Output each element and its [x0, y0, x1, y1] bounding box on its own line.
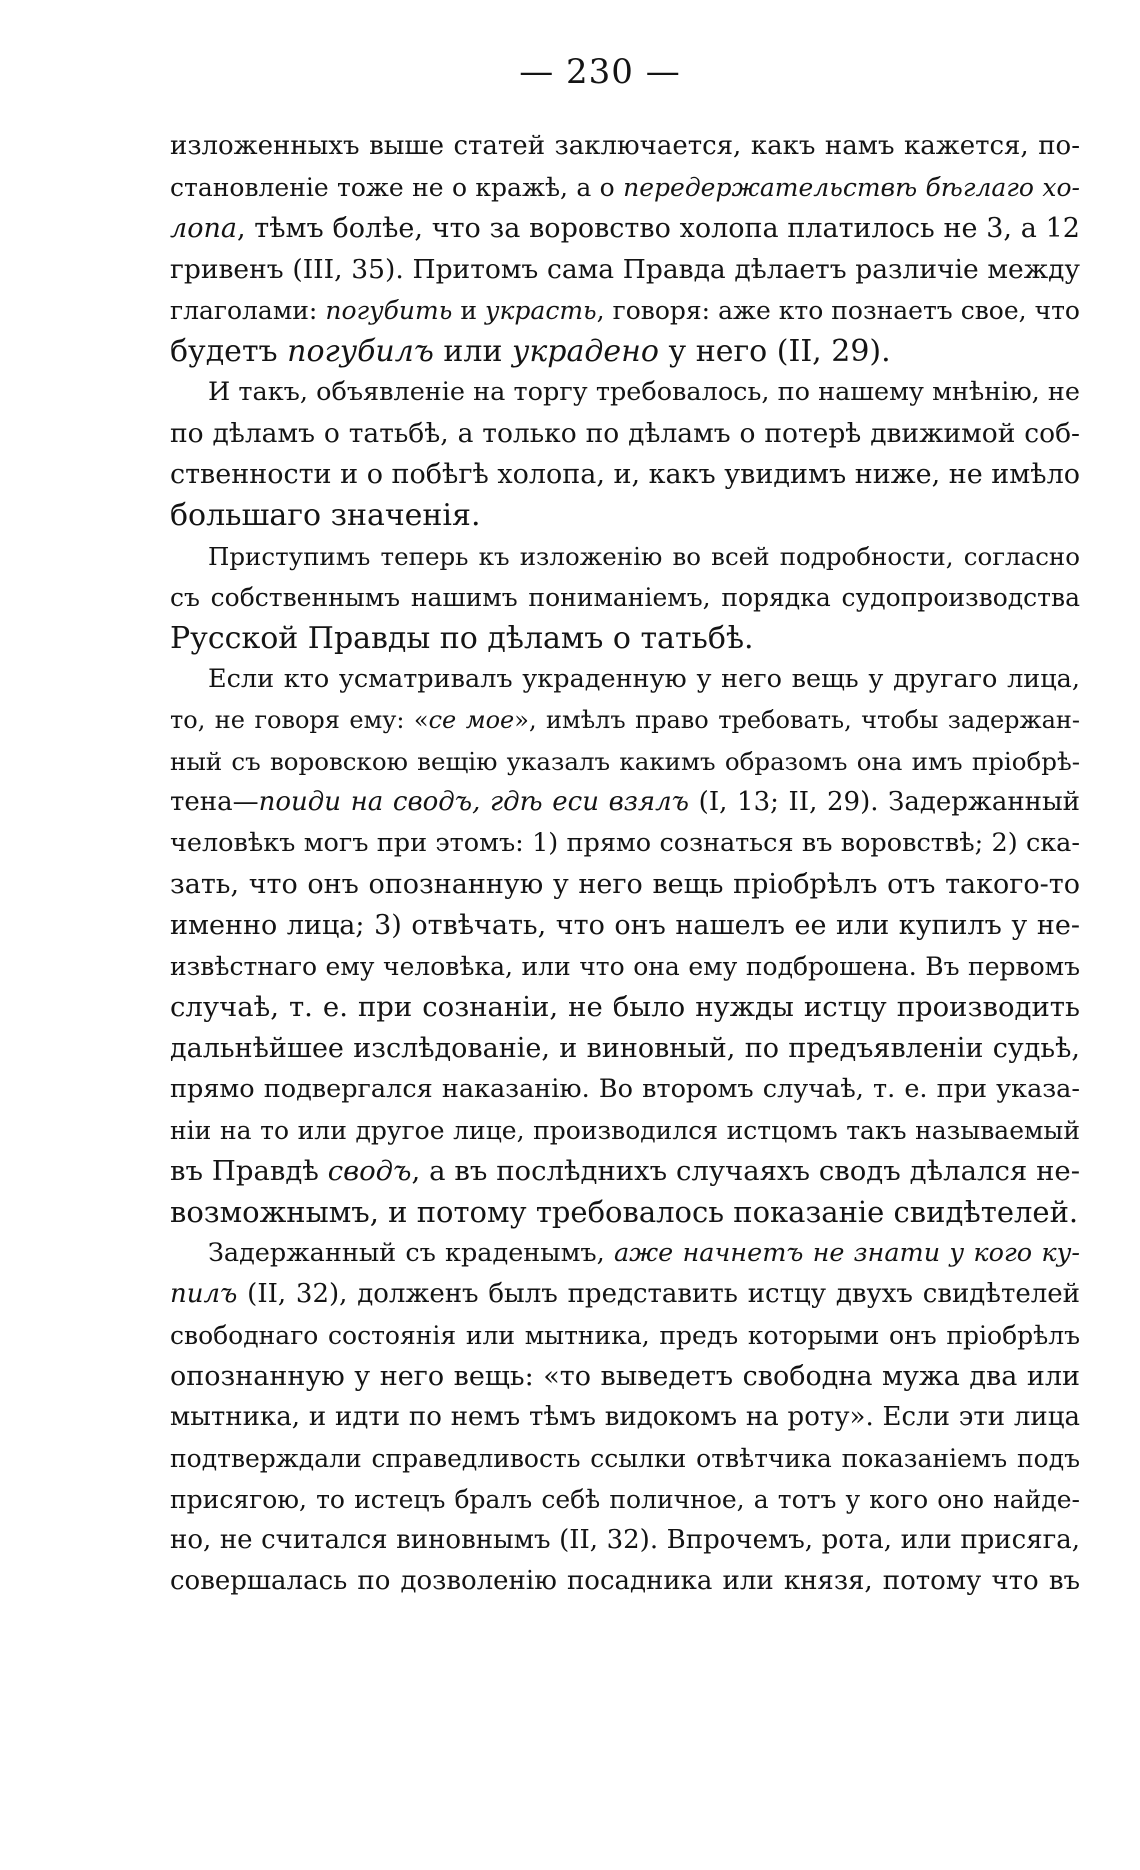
italic-phrase: се мое: [428, 706, 515, 734]
text-line: свободнаго состоянія или мытника, предъ которыми онъ пріобрѣлъ: [170, 1321, 1080, 1350]
italic-phrase: поиди на сводъ, гдѣ еси взялъ: [258, 787, 690, 817]
text-line: подтверждали справедливость ссылки отвѣтчика показаніемъ подъ: [170, 1444, 1080, 1473]
italic-phrase: передержательствѣ бѣглаго хо-: [623, 173, 1080, 202]
text-line: Приступимъ теперь къ изложенію во всей подробности, согласно: [208, 542, 1080, 571]
text-line: случаѣ, т. е. при сознаніи, не было нужды истцу производить: [170, 991, 1080, 1023]
text-line: глаголами: погубить и украсть, говоря: аже кто познаетъ свое, что: [170, 296, 1080, 325]
text-line: совершалась по дозволенію посадника или князя, потому что въ: [170, 1566, 1080, 1596]
text-line: опознанную у него вещь: «то выведетъ свободна мужа два или: [170, 1361, 1080, 1392]
italic-phrase: пилъ: [170, 1279, 238, 1309]
text-line: Русской Правды по дѣламъ о татьбѣ.: [170, 621, 754, 656]
text-line: изложенныхъ выше статей заключается, какъ намъ кажется, по-: [170, 131, 1080, 161]
italic-phrase: погубить: [325, 296, 453, 325]
text-line: пилъ (II, 32), долженъ былъ представить истцу двухъ свидѣтелей: [170, 1279, 1080, 1309]
text-line: по дѣламъ о татьбѣ, а только по дѣламъ о потерѣ движимой соб-: [170, 418, 1080, 449]
text-line: Если кто усматривалъ украденную у него вещь у другаго лица,: [208, 664, 1080, 694]
text-line: мытника, и идти по немъ тѣмъ видокомъ на роту». Если эти лица: [170, 1402, 1080, 1432]
italic-phrase: украдено: [511, 334, 659, 369]
text-line: то, не говоря ему: «се мое», имѣлъ право требовать, чтобы задержан-: [170, 706, 1080, 734]
text-line: ственности и о побѣгѣ холопа, и, какъ увидимъ ниже, не имѣло: [170, 459, 1080, 490]
text-line: человѣкъ могъ при этомъ: 1) прямо сознаться въ воровствѣ; 2) ска-: [170, 828, 1080, 858]
text-line: съ собственнымъ нашимъ пониманіемъ, порядка судопроизводства: [170, 583, 1080, 612]
text-line: ный съ воровскою вещію указалъ какимъ образомъ она имъ пріобрѣ-: [170, 747, 1080, 776]
text-line: въ Правдѣ сводъ, а въ послѣднихъ случаяхъ сводъ дѣлался не-: [170, 1155, 1080, 1187]
text-line: тена—поиди на сводъ, гдѣ еси взялъ (I, 13; II, 29). Задержанный: [170, 787, 1080, 817]
text-line: именно лица; 3) отвѣчать, что онъ нашелъ ее или купилъ у не-: [170, 910, 1080, 941]
text-line: становленіе тоже не о кражѣ, а о передержательствѣ бѣглаго хо-: [170, 173, 1080, 202]
text-line: присягою, то истецъ бралъ себѣ поличное, а тотъ у кого оно найде-: [170, 1485, 1080, 1514]
text-line: извѣстнаго ему человѣка, или что она ему подброшена. Въ первомъ: [170, 952, 1080, 981]
italic-phrase: сводъ: [327, 1155, 412, 1187]
text-line: будетъ погубилъ или украдено у него (II, 29).: [170, 334, 891, 369]
text-line: большаго значенія.: [170, 498, 481, 533]
text-line: зать, что онъ опознанную у него вещь пріобрѣлъ отъ такого-то: [170, 869, 1080, 900]
text-line: дальнѣйшее изслѣдованіе, и виновный, по предъявленіи судьѣ,: [170, 1033, 1080, 1064]
text-line: Задержанный съ краденымъ, аже начнетъ не знати у кого ку-: [208, 1238, 1080, 1268]
text-line: прямо подвергался наказанію. Во второмъ случаѣ, т. е. при указа-: [170, 1074, 1080, 1104]
italic-phrase: лопа: [170, 213, 237, 244]
text-line: лопа, тѣмъ болѣе, что за воровство холопа платилось не 3, а 12: [170, 213, 1080, 244]
text-line: И такъ, объявленіе на торгу требовалось, по нашему мнѣнію, не: [208, 377, 1080, 407]
text-line: ніи на то или другое лице, производился истцомъ такъ называемый: [170, 1116, 1080, 1145]
italic-phrase: погубилъ: [287, 334, 434, 369]
italic-phrase: аже начнетъ не знати у кого ку-: [613, 1238, 1080, 1268]
italic-phrase: украсть: [484, 296, 597, 325]
text-line: гривенъ (III, 35). Притомъ сама Правда дѣлаетъ различіе между: [170, 254, 1080, 285]
page-number: — 230 —: [519, 52, 681, 92]
text-line: возможнымъ, и потому требовалось показаніе свидѣтелей.: [170, 1195, 1079, 1229]
body-text: [170, 126, 1080, 1602]
text-line: но, не считался виновнымъ (II, 32). Впрочемъ, рота, или присяга,: [170, 1525, 1080, 1555]
